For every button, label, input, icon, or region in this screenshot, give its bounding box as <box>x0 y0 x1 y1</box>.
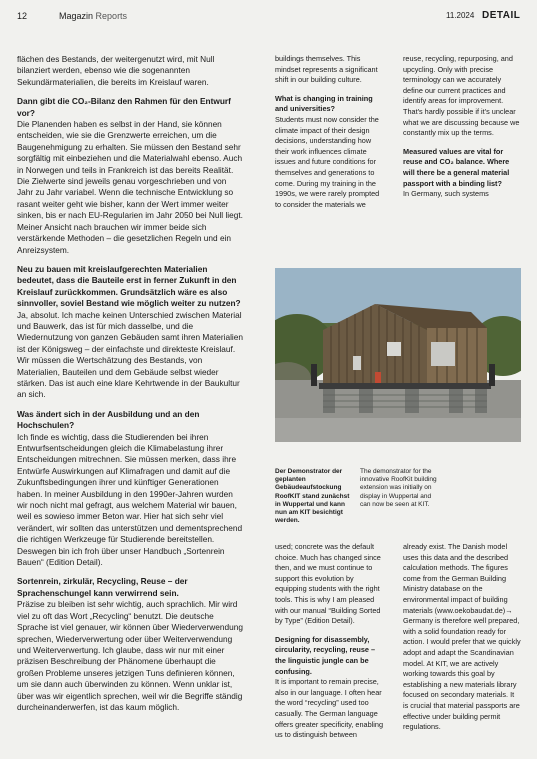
interview-question: Designing for disassembly, circularity, recycling, reuse – the linguistic jungle can be confusing. <box>275 634 376 676</box>
interview-question: Measured values are vital for reuse and CO₂ balance. Where will there be a general material passport with a binding list? <box>403 146 510 188</box>
paragraph: buildings themselves. This mindset represents a significant shift in our building culture. <box>275 54 378 85</box>
section-name: Reports <box>95 11 128 21</box>
german-column <box>17 54 243 721</box>
english-column-top-left <box>275 54 387 218</box>
interview-answer: Ja, absolut. Ich mache keinen Unterschied zwischen Material und Bauwerk, das ist für mich dasselbe, und die Wiedernutzung von ganzen Gebäuden samt ihren Materialien ist der Königsweg – der einfachste und direkteste Kreislauf. Wir müssen die Wertschätzung des Bestands, von Materialien, Bauteilen und dem Gebäude selbst wieder stärken. Das ist auch eine klare Kehrtwende in der Baukultur an sich. <box>17 309 243 400</box>
issue-date: 11.2024 <box>446 11 475 20</box>
interview-answer: Die Planenden haben es selbst in der Hand, sie können entscheiden, wie sie die Grenzwerte erreichen, um die Baugenehmigung zu erhalten. Sie müssen den Bestand sehr sorgfältig mit einbeziehen und die Materialwahl ebenso. Auch in Norwegen und teils in Frankreich ist das bereits Realität. Die Zielwerte sind jeweils genau vorgeschrieben und von Jahr zu Jahr variabel. Wenn die technische Entwicklung so rasant weiter geht wie bisher, kann der Wert immer weiter sinken, bis er nach EU-Regularien im Jahr 2050 bei Null liegt. Meiner Ansicht nach brauchen wir immer beide sich verstärkende Methoden – die gesetzlichen Regeln und ein Anreizsystem. <box>17 119 243 255</box>
paragraph: reuse, recycling, repurposing, and upcycling. Only with precise terminology can we accurately define our current practices and identify areas for improvement. That's hardly possible if it's unclear what we are discussing because we constantly mix up the terms. <box>403 54 520 138</box>
interview-answer: Ich finde es wichtig, dass die Studierenden bei ihren Entwurfsentscheidungen gleich die Klimabelastung ihrer Entscheidungen mitrechnen. Sie müssen merken, dass ihre Entwürfe Auswirkungen auf Klimafragen und damit auf die Zukunftsbedingungen ihrer und künftiger Generationen haben. In meiner Ausbildung in den 1990er-Jahren wurden wir noch nicht mal gefragt, aus welchem Material wir bauen, weil es sowieso immer Beton war. Hier hat sich sehr viel verändert, wir sollten das unterstützen und dementsprechend die richtigen Werkzeuge für Studierende bereitstellen. Deswegen bin ich froh über unser Handbuch „Sortenrein Bauen“ (Edition Detail). <box>17 431 243 568</box>
magazine-name: Magazin <box>59 11 94 21</box>
paragraph: already exist. The Danish model uses this data and the described calculation methods. The figures come from the German Building Ministry database on the environmental impact of building materials (www.oekobaudat.de)→ Germany is therefore well prepared, with a solid foundation ready for action. I would prefer that we quickly adopt and adapt the Scandinavian model. At KIT, we are actively working towards this goal by establishing a new materials library focused on secondary materials. It is crucial that material passports are effective under building permit regulations. <box>403 542 521 732</box>
page-header <box>0 0 537 28</box>
page-number: 12 <box>17 11 28 21</box>
interview-answer: It is important to remain precise, also in our language. I often hear the word “recycling” used too casually. The German language offers greater specificity, enabling us to distinguish between <box>275 677 384 740</box>
interview-question: Dann gibt die CO₂-Bilanz den Rahmen für den Entwurf vor? <box>17 96 231 118</box>
english-column-top-right <box>403 54 521 208</box>
magazine-label <box>59 11 127 21</box>
interview-answer: In Germany, such systems <box>403 189 489 199</box>
english-column-bottom-right <box>403 542 521 741</box>
paragraph: flächen des Bestands, der weitergenutzt wird, mit Null bilanziert werden, ebenso wie die sogenannten Sekundärmaterialien, die bereits im Kreislauf waren. <box>17 54 215 87</box>
interview-question: What is changing in training and universities? <box>275 93 373 114</box>
interview-question: Sortenrein, zirkulär, Recycling, Reuse – der Sprachenschungel kann verwirrend sein. <box>17 576 188 598</box>
english-column-bottom-left <box>275 542 387 749</box>
brand-logo: DETAIL <box>482 10 521 21</box>
caption-english: The demonstrator for the innovative RoofKit building extension was initially on display in Wuppertal and can now be seen at KIT. <box>360 468 437 508</box>
caption-german: Der Demonstrator der geplanten Gebäudeaufstockung RoofKIT stand zunächst in Wuppertal und kann nun am KIT besichtigt werden. <box>275 468 350 525</box>
interview-answer: Präzise zu bleiben ist sehr wichtig, auch sprachlich. Mir wird viel zu oft das Wort „Recycling“ benutzt. Die deutsche Sprache ist viel genauer, wir können über Wiederverwendung sprechen, Wiederverwertung oder über Weiterverwendung und Weiterverwertung. Ich glaube, dass wir nur mit einer präzisen Beschreibung der Phänomene überhaupt die großen Probleme unseres jetzigen Tuns definieren können, um sie dann auch überwinden zu können. Wenn unklar ist, über was wir eigentlich sprechen, weil wir die Begriffe ständig durcheinanderwerfen, ist das kaum möglich. <box>17 599 243 712</box>
paragraph: used; concrete was the default choice. Much has changed since then, and we must continue to support this evolution by equipping students with the right tools. This is why I am pleased with our manual “Building Sorted by Type” (Edition Detail). <box>275 542 381 626</box>
demonstrator-photo <box>275 268 521 442</box>
interview-question: Was ändert sich in der Ausbildung und an den Hochschulen? <box>17 408 200 431</box>
interview-question: Neu zu bauen mit kreislaufgerechten Materialien bedeutet, dass die Bauteile erst in ferner Zukunft in den Kreislauf zurückkommen. Grundsätzlich wäre es also sinnvoller, soviel Bestand wie möglich weiter zu nutzen? <box>17 263 241 309</box>
interview-answer: Students must now consider the climate impact of their design decisions, understanding how their work influences climate issues and future conditions for themselves and generations to come. During my training in the 1990s, we were rarely prompted to consider the materials we <box>275 114 380 209</box>
